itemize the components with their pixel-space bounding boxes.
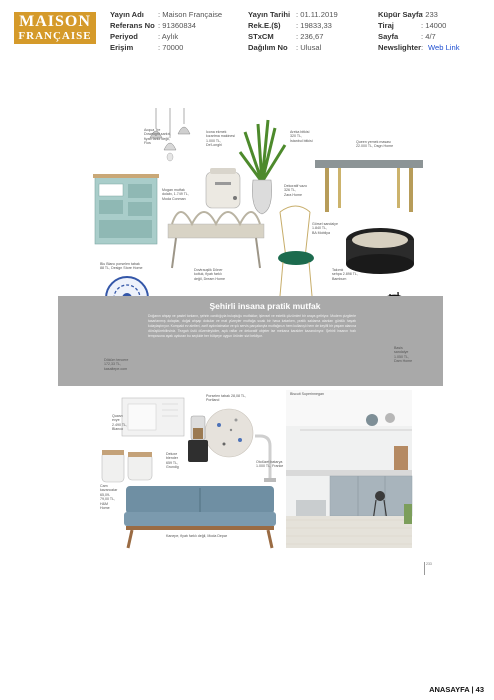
field-value: : 233 <box>421 10 438 19</box>
caption-vase: Dekoratif vazo 326 TL, Zara Home <box>284 184 307 197</box>
faucet-image <box>255 436 276 482</box>
field-label: Referans No <box>110 21 155 30</box>
glass-jars-image <box>102 450 152 482</box>
caption-jars: Cam kavanozlar 65,09- 79,00 TL, H&M Home <box>100 484 118 511</box>
caption-stool-chair: Görsel sandalye 1.840 TL, BA Mobilya <box>312 222 338 235</box>
sofa-bench-image <box>124 486 276 548</box>
field-label: Yayın Tarihi <box>248 10 291 19</box>
caption-table: Queen yemek masası 22.000 TL, Dsgn Home <box>356 140 394 149</box>
caption-tray: Porselen tabak 28,08 TL, Portland <box>206 394 247 403</box>
field-value: : Ulusal <box>296 43 322 52</box>
caption-plate: Blu Blanc porselen tabak 88 TL, Design Store Home <box>100 262 143 271</box>
article-title: Şehirli insana pratik mutfak <box>209 301 321 311</box>
field-value: : Maison Française <box>158 10 223 19</box>
field-value: : 70000 <box>158 43 184 52</box>
caption-cabinet: Mogan mutfak dolabı, 1.749 TL, Moda Conman <box>162 188 189 201</box>
upholstered-bench-image <box>168 212 264 268</box>
dining-table-image <box>315 160 423 212</box>
field-value: : 91360834 <box>158 21 197 30</box>
field-value: : Aylık <box>158 32 179 41</box>
footer-label: ANASAYFA | 43 <box>429 685 484 694</box>
field-label: Tiraj <box>378 21 394 30</box>
field-label: Erişim <box>110 43 134 52</box>
caption-blender: Deluxe blender 659 TL, Grundig <box>166 452 179 470</box>
caption-plant: Areka bitkisi 320 TL, İstanbul bitkisi <box>290 130 313 143</box>
caption-pot: Döküm tencere 172,33 TL, kasaltepe.com <box>104 358 129 371</box>
field-label: Periyod <box>110 32 138 41</box>
kitchen-photo-image <box>286 390 412 548</box>
blender-image <box>188 416 208 462</box>
terrazzo-tray-image <box>205 409 253 457</box>
page-marker: 233 <box>424 562 434 575</box>
kitchen-cabinet-image <box>93 174 159 244</box>
field-label: STxCM <box>248 32 274 41</box>
caption-ottoman: Takımlı sehpa 2.898 TL, Bambum <box>332 268 358 281</box>
logo-line-2: FRANÇAISE <box>18 30 92 42</box>
field-label: Küpür Sayfa <box>378 10 423 19</box>
logo-line-1: MAISON <box>19 13 91 30</box>
field-value: : 19833,33 <box>296 21 332 30</box>
caption-pendant: Acqua Tre Downlight sarkıt, fiyatı farklı değil, Flos <box>144 128 171 146</box>
field-value: : <box>421 43 424 52</box>
field-value: : 14000 <box>421 21 447 30</box>
article-body: Doğanın ahşap ve pastel tonların, şehrin canlılığıyla buluştuğu mutfaklar; işlevsel ve estetik çözümleri bir araya getiriyor. Modern çizgilerle tasarlanmış dolaplar, doğal ahşap dokular ve mat yüzeyler mutfağa sıcak bir hava katarken, pratik saklama alanları günlük hayatı kolaylaştırıyor. Kompakt ev aletleri, zarif aydınlatmalar ve şık servis parçalarıyla mutfağınızı hem kullanışlı hem de keyifli bir yaşam alanına dönüştürebilirsiniz. Tezgah üstü düzenleyiciler, açık raflar ve dekoratif objeler ise mekana karakter kazandırıyor. Şehirli insanın hızlı temposuna ayak uyduran bu seçkide her bütçeye uygun ürünler sizi bekliyor. <box>148 314 356 339</box>
caption-bench: Dovtrauşlik Döner koltuk, fiyatı farklı değil, Dream Home <box>194 268 225 281</box>
field-label: Newslighter <box>378 43 422 52</box>
field-label: Rek.E.($) <box>248 21 281 30</box>
field-label: Sayfa <box>378 32 399 41</box>
toaster-image <box>206 168 240 208</box>
field-value: : 4/7 <box>421 32 436 41</box>
caption-sink: Quarzı evye 2.490 TL, Blanco <box>112 414 128 432</box>
web-link[interactable]: Web Link <box>428 43 460 52</box>
caption-kitchen-photo: Biscuit Superinnegan <box>290 392 324 396</box>
field-label: Dağılım No <box>248 43 288 52</box>
caption-sofa-bench: Kanepe, fiyatı farklı değil, Moda Depar <box>166 534 228 538</box>
caption-faucet: Otolüzet batarya 1.000 TL, Franke <box>256 460 284 469</box>
green-chair-image <box>278 206 314 296</box>
field-value: : 236,67 <box>296 32 324 41</box>
field-value: : 01.11.2019 <box>296 10 338 19</box>
caption-toaster: Icona ekmek kızartma makinesi 1.000 TL, De'Longhi <box>206 130 235 148</box>
field-label: Yayın Adı <box>110 10 144 19</box>
caption-wire-chair: Basis sandalye 1.050 TL, Dam Home <box>394 346 413 364</box>
